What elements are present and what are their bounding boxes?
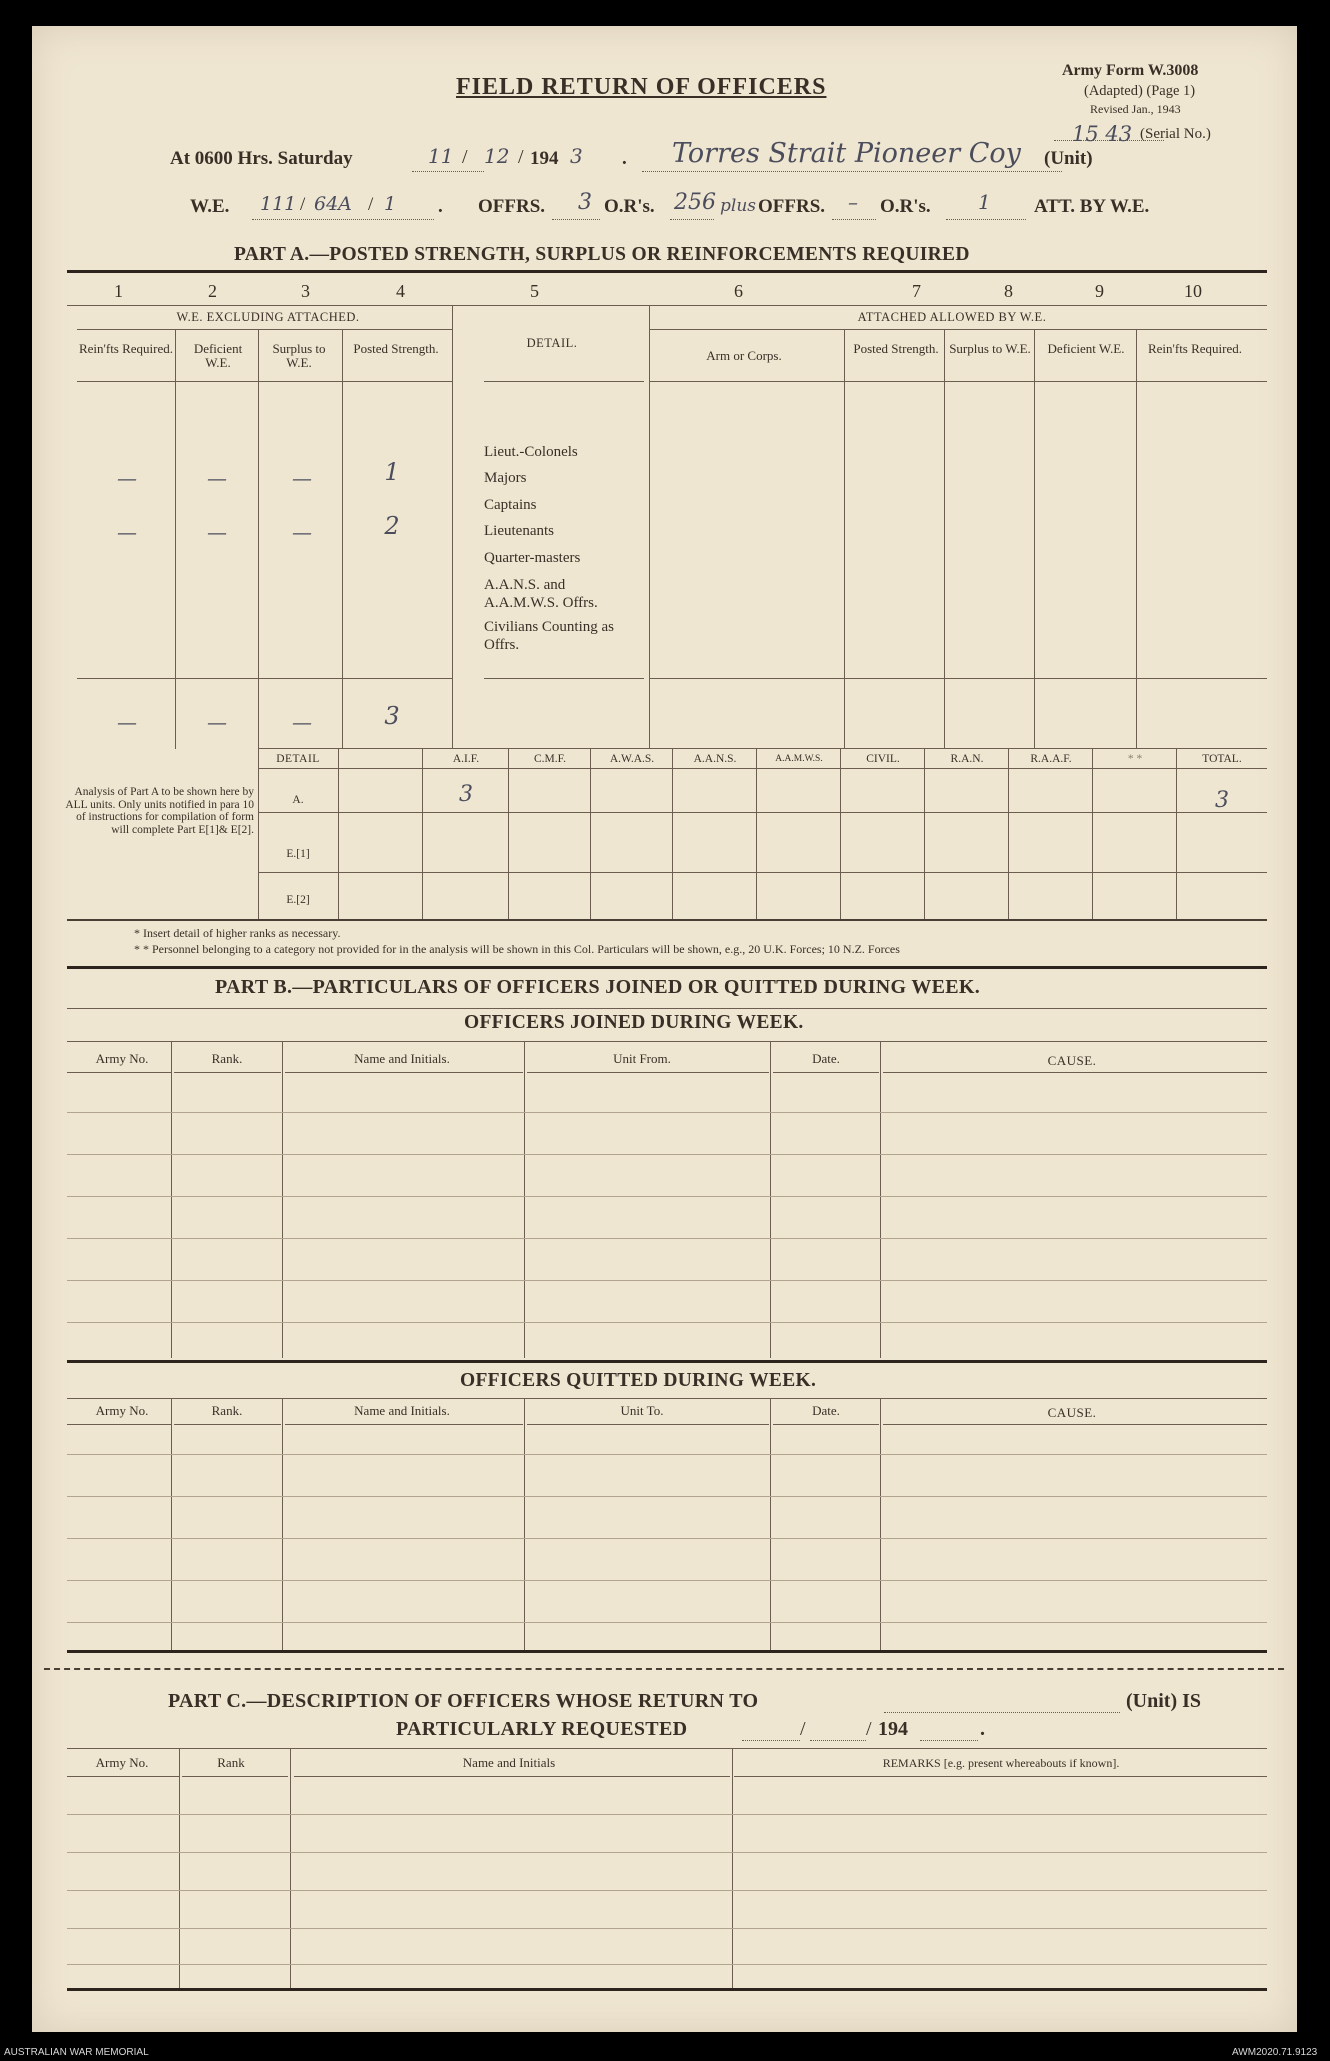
col-number-4: 4 [396, 281, 405, 301]
part-c-unit-is: (Unit) IS [1126, 1690, 1202, 1712]
part-c-title-2: PARTICULARLY REQUESTED [396, 1718, 688, 1740]
offrs-attached-label: OFFRS. [758, 196, 826, 217]
part-c-slash-1: / [800, 1718, 806, 1740]
quitted-name-header: Name and Initials. [354, 1403, 450, 1418]
lieutenants-deficient: — [207, 520, 227, 544]
part-c-year: 194 [878, 1718, 908, 1740]
year-prefix: 194 [530, 148, 559, 169]
deficient-we-header: Deficient W.E. [193, 341, 243, 370]
rank-civilians: Civilians Counting as Offrs. [484, 619, 615, 653]
rank-majors: Majors [484, 470, 527, 486]
joined-unit-from-header: Unit From. [613, 1051, 671, 1066]
col-number-3: 3 [301, 281, 310, 301]
posted-strength-header: Posted Strength. [353, 341, 439, 356]
part-b-title: PART B.—PARTICULARS OF OFFICERS JOINED OR QUITTED DURING WEEK. [215, 976, 981, 998]
quitted-date-header: Date. [812, 1403, 840, 1418]
unit-name: Torres Strait Pioneer Coy [672, 138, 1021, 169]
analysis-row-e2: E.[2] [286, 894, 310, 906]
quitted-cause-header: CAUSE. [1047, 1405, 1097, 1420]
majors-surplus: — [292, 466, 312, 490]
rank-lieutenants: Lieutenants [484, 523, 554, 539]
attached-allowed-header: ATTACHED ALLOWED BY W.E. [857, 310, 1047, 324]
awas-header: A.W.A.S. [609, 753, 655, 765]
total-surplus: — [292, 710, 312, 734]
quitted-rank-header: Rank. [211, 1403, 243, 1418]
arm-or-corps-header: Arm or Corps. [706, 348, 782, 363]
rank-quartermasters: Quarter-masters [484, 550, 581, 566]
joined-title: OFFICERS JOINED DURING WEEK. [464, 1012, 804, 1033]
rank-lieut-colonels: Lieut.-Colonels [484, 444, 578, 460]
analysis-total-value: 3 [1215, 788, 1229, 813]
total-deficient: — [207, 710, 227, 734]
joined-cause-header: CAUSE. [1047, 1053, 1097, 1068]
raaf-header: R.A.A.F. [1030, 753, 1072, 765]
form-page: Army Form W.3008 (Adapted) (Page 1) Revised Jan., 1943 FIELD RETURN OF OFFICERS 15 43 (Serial No.) At 0600 Hrs. Saturday 11 / 12 / 194 3 . Torres Strait Pioneer Coy (Unit) W.E. 111 / 64A / 1 . OFFRS. 3 O.R's. 256 plus OFFRS. – O.R's. 1 ATT. BY W.E. PART A.—POSTED STRENGTH, SURPLUS OR REINFORCEMENTS REQUIRED 1 2 3 4 5 6 7 8 9 10 W.E. EXCLUDING ATTACHED. ATTACHED ALLOWED BY W.E. Rein'fts Required. Deficient W.E. Surplus to W.E. Posted Strength. DETAIL. Arm or Corps. Posted Strength. Surplus to W.E. Deficient W.E. Rein'fts Required. Lieut.-Colonels Majors Captains Lieutenants Quarter-masters A.A.N.S. and A.A.M.W.S. Offrs. Civilians Counting as Offrs. — — — 1 — — — 2 — — — 3 DETAIL A.I.F. C.M.F. A.W.A.S. A.A.N.S. A.A.M.W.S. CIVIL. R.A.N. R.A.A.F. * * TOTAL. A. E.[1] E.[2] 3 3 Analysis of Part A to be shown here by ALL units. Only units notified in para 10 of instructions for compilation of form will complete Part E[1]& E[2]. * Insert detail of higher ranks as necessary. * * Personnel belonging to a category not provided for in the analysis will be shown in this Col. Particulars will be shown, e.g., 20 U.K. Forces; 10 N.Z. Forces PART B.—PARTICULARS OF OFFICERS JOINED OR QUITTED DURING WEEK. OFFICERS JOINED DURING WEEK. Army No. Rank. Name and Initials. Unit From. Date. CAUSE. OFFICERS QUITTED DURING WEEK. Army No. Rank. Name and Initials. Unit To. Date. CAUSE. PART C.—DESCRIPTION OF OFFICERS WHOSE RETURN TO (Unit) IS PARTICULARLY REQUESTED / / 194 . Army No. Rank Name and Initials REMARKS [e.g. present whereabouts if known]. [32, 26, 1297, 2032]
analysis-row-e1: E.[1] [286, 848, 310, 860]
we-value-1: 111 [260, 193, 297, 215]
we-excluding-attached-header: W.E. EXCLUDING ATTACHED. [176, 310, 360, 324]
total-header: TOTAL. [1202, 753, 1242, 765]
ors-attached-label: O.R's. [880, 196, 931, 217]
ors-value: 256 [674, 190, 716, 215]
col-number-7: 7 [912, 281, 921, 301]
footnote-other-category: * * Personnel belonging to a category not provided for in the analysis will be shown in this Col. Particulars will be shown, e.g., 20 U.K. Forces; 10 N.Z. Forces [134, 942, 900, 956]
majors-reinfts: — [117, 466, 137, 490]
at-hours-label: At 0600 Hrs. Saturday [170, 148, 353, 169]
lieutenants-reinfts: — [117, 520, 137, 544]
unit-label: (Unit) [1044, 148, 1093, 169]
civil-header: CIVIL. [866, 753, 900, 765]
we-label: W.E. [190, 196, 230, 217]
rank-aans-aamws: A.A.N.S. and A.A.M.W.S. Offrs. [484, 577, 598, 611]
surplus-we-header: Surplus to W.E. [272, 341, 326, 370]
analysis-row-a: A. [292, 794, 304, 806]
year-digit: 3 [570, 144, 583, 168]
footer-left: AUSTRALIAN WAR MEMORIAL [4, 2047, 149, 2058]
other-category-header: * * [1127, 753, 1143, 765]
quitted-unit-to-header: Unit To. [620, 1403, 664, 1418]
attached-posted-strength-header: Posted Strength. [853, 341, 939, 356]
plus-label: plus [720, 196, 756, 216]
majors-deficient: — [207, 466, 227, 490]
date-month: 12 [484, 144, 510, 168]
quitted-army-no-header: Army No. [95, 1403, 149, 1418]
part-c-name-header: Name and Initials [462, 1755, 556, 1770]
we-value-3: 1 [384, 193, 397, 215]
we-value-2: 64A [314, 193, 352, 215]
footnote-higher-ranks: * Insert detail of higher ranks as necessary. [134, 926, 341, 940]
majors-posted: 1 [384, 458, 400, 486]
joined-name-header: Name and Initials. [354, 1051, 450, 1066]
rank-captains: Captains [484, 497, 537, 513]
offrs-attached-value: – [848, 190, 858, 214]
revised-note: Revised Jan., 1943 [1090, 102, 1181, 116]
reinfts-required-header: Rein'fts Required. [78, 341, 174, 356]
joined-rank-header: Rank. [211, 1051, 243, 1066]
analysis-aif-value: 3 [459, 782, 473, 807]
lieutenants-surplus: — [292, 520, 312, 544]
date-day: 11 [428, 144, 454, 168]
attached-deficient-header: Deficient W.E. [1047, 341, 1125, 356]
attached-reinfts-header: Rein'fts Required. [1147, 341, 1243, 356]
part-c-rank-header: Rank [217, 1755, 245, 1770]
total-posted: 3 [384, 702, 400, 730]
att-by-we-label: ATT. BY W.E. [1034, 196, 1150, 217]
analysis-detail-header: DETAIL [276, 753, 320, 765]
aans-header: A.A.N.S. [693, 753, 737, 765]
col-number-5: 5 [530, 281, 539, 301]
joined-date-header: Date. [812, 1051, 840, 1066]
ors-attached-value: 1 [978, 190, 991, 214]
attached-surplus-header: Surplus to W.E. [949, 341, 1031, 356]
aif-header: A.I.F. [452, 753, 480, 765]
col-number-8: 8 [1004, 281, 1013, 301]
quitted-title: OFFICERS QUITTED DURING WEEK. [460, 1370, 817, 1391]
col-number-2: 2 [208, 281, 217, 301]
detail-header: DETAIL. [526, 336, 578, 350]
col-number-10: 10 [1184, 281, 1202, 301]
part-c-slash-2: / [866, 1718, 872, 1740]
joined-army-no-header: Army No. [95, 1051, 149, 1066]
adapted-note: (Adapted) (Page 1) [1084, 83, 1196, 99]
aamws-header: A.A.M.W.S. [775, 754, 823, 764]
part-c-title-1: PART C.—DESCRIPTION OF OFFICERS WHOSE RETURN TO [168, 1690, 759, 1712]
serial-number: 15 43 [1072, 122, 1133, 146]
lieutenants-posted: 2 [384, 512, 400, 540]
footer-right: AWM2020.71.9123 [1232, 2047, 1318, 2058]
col-number-1: 1 [114, 281, 123, 301]
part-c-remarks-header: REMARKS [e.g. present whereabouts if known]. [882, 1756, 1120, 1770]
analysis-note: Analysis of Part A to be shown here by ALL units. Only units notified in para 10 of instructions for compilation of form will complete Part E[1]& E[2]. [65, 786, 254, 836]
offrs-value: 3 [578, 190, 592, 215]
part-c-army-no-header: Army No. [95, 1755, 149, 1770]
army-form-number: Army Form W.3008 [1062, 62, 1199, 79]
form-title: FIELD RETURN OF OFFICERS [456, 74, 827, 100]
col-number-6: 6 [734, 281, 743, 301]
cmf-header: C.M.F. [534, 753, 566, 765]
serial-label: (Serial No.) [1140, 126, 1211, 142]
ors-label: O.R's. [604, 196, 655, 217]
offrs-label: OFFRS. [478, 196, 546, 217]
col-number-9: 9 [1095, 281, 1104, 301]
part-a-title: PART A.—POSTED STRENGTH, SURPLUS OR REINFORCEMENTS REQUIRED [234, 244, 970, 265]
ran-header: R.A.N. [950, 753, 984, 765]
total-reinfts: — [117, 710, 137, 734]
